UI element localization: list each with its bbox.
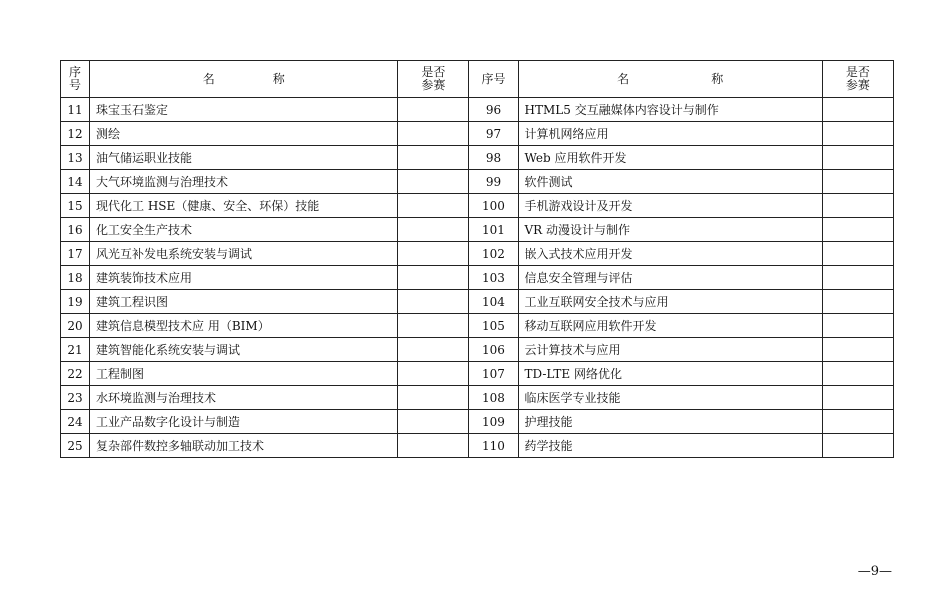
competition-name-right: VR 动漫设计与制作 (518, 218, 822, 242)
table-row (61, 98, 894, 122)
serial-number-left: 13 (61, 146, 90, 170)
competition-name-right: 云计算技术与应用 (518, 338, 822, 362)
competition-name-right: 信息安全管理与评估 (518, 266, 822, 290)
competition-name-left: 工程制图 (90, 362, 398, 386)
table-row (61, 218, 894, 242)
participate-cell-right[interactable] (822, 362, 893, 386)
serial-number-right: 104 (469, 290, 518, 314)
serial-number-left: 24 (61, 410, 90, 434)
competition-name-left: 复杂部件数控多轴联动加工技术 (90, 434, 398, 458)
serial-number-left: 14 (61, 170, 90, 194)
competition-name-right: 工业互联网安全技术与应用 (518, 290, 822, 314)
participate-cell-left[interactable] (398, 338, 469, 362)
serial-number-right: 99 (469, 170, 518, 194)
table-row (61, 434, 894, 458)
participate-cell-right[interactable] (822, 242, 893, 266)
serial-number-left: 12 (61, 122, 90, 146)
participate-cell-right[interactable] (822, 338, 893, 362)
serial-number-left: 21 (61, 338, 90, 362)
header-left-participate: 是否 参赛 (398, 61, 469, 98)
serial-number-right: 103 (469, 266, 518, 290)
serial-number-right: 107 (469, 362, 518, 386)
table-row (61, 194, 894, 218)
participate-cell-left[interactable] (398, 242, 469, 266)
participate-cell-right[interactable] (822, 290, 893, 314)
participate-cell-right[interactable] (822, 314, 893, 338)
competition-name-right: 嵌入式技术应用开发 (518, 242, 822, 266)
competition-name-right: 药学技能 (518, 434, 822, 458)
competition-name-right: 护理技能 (518, 410, 822, 434)
participate-cell-left[interactable] (398, 170, 469, 194)
serial-number-right: 97 (469, 122, 518, 146)
header-right-participate: 是否 参赛 (822, 61, 893, 98)
serial-number-right: 96 (469, 98, 518, 122)
table-row (61, 242, 894, 266)
competition-name-left: 珠宝玉石鉴定 (90, 98, 398, 122)
serial-number-left: 22 (61, 362, 90, 386)
table-row (61, 290, 894, 314)
competition-name-left: 建筑工程识图 (90, 290, 398, 314)
competition-name-right: Web 应用软件开发 (518, 146, 822, 170)
table-row (61, 362, 894, 386)
serial-number-right: 101 (469, 218, 518, 242)
serial-number-right: 98 (469, 146, 518, 170)
participate-cell-left[interactable] (398, 434, 469, 458)
competition-name-left: 建筑装饰技术应用 (90, 266, 398, 290)
serial-number-right: 100 (469, 194, 518, 218)
competition-name-left: 水环境监测与治理技术 (90, 386, 398, 410)
participate-cell-left[interactable] (398, 314, 469, 338)
participate-cell-right[interactable] (822, 98, 893, 122)
participate-cell-left[interactable] (398, 98, 469, 122)
serial-number-left: 18 (61, 266, 90, 290)
header-left-serial: 序 号 (61, 61, 90, 98)
participate-cell-right[interactable] (822, 194, 893, 218)
serial-number-right: 105 (469, 314, 518, 338)
competition-name-left: 现代化工 HSE（健康、安全、环保）技能 (90, 194, 398, 218)
competition-name-left: 油气储运职业技能 (90, 146, 398, 170)
competition-name-right: HTML5 交互融媒体内容设计与制作 (518, 98, 822, 122)
serial-number-left: 17 (61, 242, 90, 266)
participate-cell-left[interactable] (398, 266, 469, 290)
participate-cell-right[interactable] (822, 170, 893, 194)
header-right-name: 名 称 (518, 61, 822, 98)
participate-cell-left[interactable] (398, 290, 469, 314)
serial-number-right: 106 (469, 338, 518, 362)
participate-cell-left[interactable] (398, 410, 469, 434)
competition-name-right: 移动互联网应用软件开发 (518, 314, 822, 338)
header-right-serial: 序号 (469, 61, 518, 98)
table-body (61, 98, 894, 458)
table-row (61, 122, 894, 146)
participate-cell-right[interactable] (822, 266, 893, 290)
table-row (61, 266, 894, 290)
participate-cell-left[interactable] (398, 218, 469, 242)
participate-cell-right[interactable] (822, 146, 893, 170)
table-row (61, 386, 894, 410)
participate-cell-right[interactable] (822, 122, 893, 146)
competition-name-left: 建筑智能化系统安装与调试 (90, 338, 398, 362)
competition-name-right: 临床医学专业技能 (518, 386, 822, 410)
participate-cell-right[interactable] (822, 218, 893, 242)
competition-name-left: 化工安全生产技术 (90, 218, 398, 242)
serial-number-left: 25 (61, 434, 90, 458)
competition-name-left: 测绘 (90, 122, 398, 146)
participate-cell-left[interactable] (398, 386, 469, 410)
competition-name-right: 软件测试 (518, 170, 822, 194)
serial-number-right: 102 (469, 242, 518, 266)
competition-name-right: 计算机网络应用 (518, 122, 822, 146)
participate-cell-right[interactable] (822, 434, 893, 458)
serial-number-left: 23 (61, 386, 90, 410)
serial-number-right: 108 (469, 386, 518, 410)
serial-number-right: 110 (469, 434, 518, 458)
competition-name-right: TD-LTE 网络优化 (518, 362, 822, 386)
page-number: —9— (857, 564, 892, 579)
table-row (61, 146, 894, 170)
participate-cell-right[interactable] (822, 410, 893, 434)
serial-number-left: 20 (61, 314, 90, 338)
competition-name-left: 大气环境监测与治理技术 (90, 170, 398, 194)
table-header-row (61, 61, 894, 98)
table-row (61, 338, 894, 362)
participate-cell-left[interactable] (398, 194, 469, 218)
serial-number-right: 109 (469, 410, 518, 434)
participate-cell-right[interactable] (822, 386, 893, 410)
serial-number-left: 15 (61, 194, 90, 218)
participate-cell-left[interactable] (398, 122, 469, 146)
participate-cell-left[interactable] (398, 362, 469, 386)
serial-number-left: 16 (61, 218, 90, 242)
serial-number-left: 11 (61, 98, 90, 122)
table-row (61, 170, 894, 194)
competition-name-left: 风光互补发电系统安装与调试 (90, 242, 398, 266)
serial-number-left: 19 (61, 290, 90, 314)
header-left-name: 名 称 (90, 61, 398, 98)
competition-name-left: 建筑信息模型技术应 用（BIM） (90, 314, 398, 338)
table-row (61, 314, 894, 338)
competition-name-left: 工业产品数字化设计与制造 (90, 410, 398, 434)
participate-cell-left[interactable] (398, 146, 469, 170)
table-row (61, 410, 894, 434)
competition-name-right: 手机游戏设计及开发 (518, 194, 822, 218)
competition-table (60, 60, 894, 458)
